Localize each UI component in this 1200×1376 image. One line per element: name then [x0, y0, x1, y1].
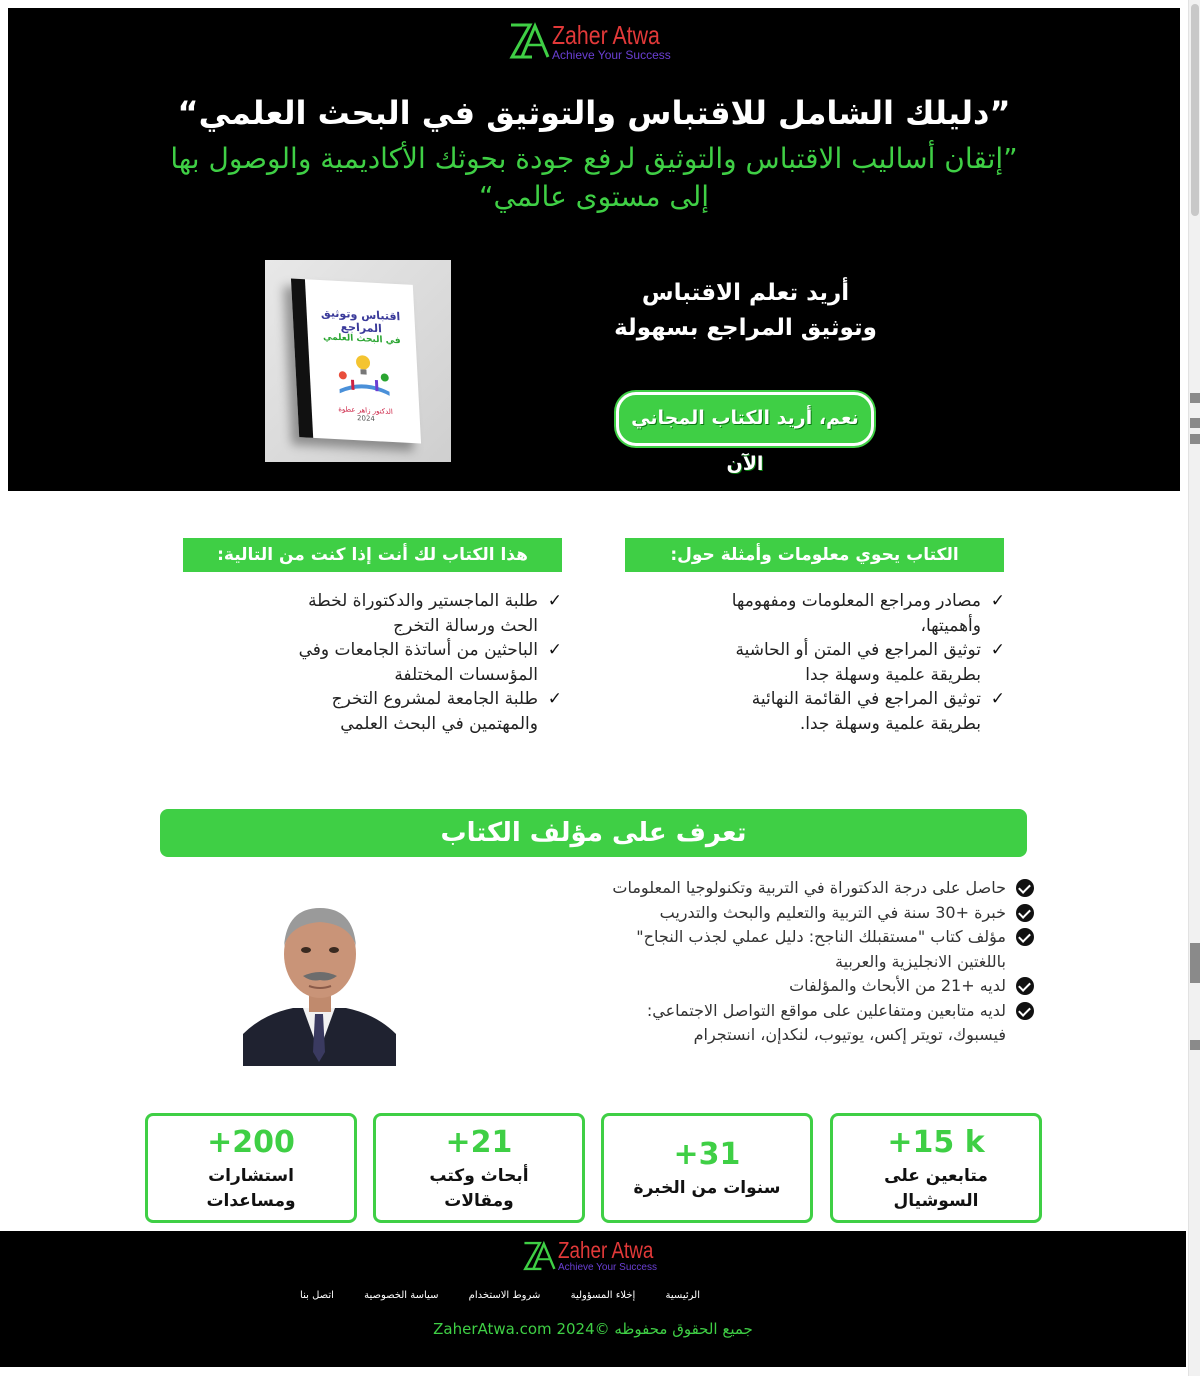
logo-brand-name: Zaher Atwa	[558, 1237, 654, 1263]
stat-number: +21	[445, 1125, 513, 1160]
author-point-text: لديه متابعين ومتفاعلين على مواقع التواصل الاجتماعي: فيسبوك، تويتر إكس، يوتيوب، لنكدإن، انستجرام	[646, 1000, 1006, 1044]
check-circle-icon	[1016, 977, 1034, 995]
book-cover-subtitle: في البحث العلمي	[322, 332, 401, 347]
hero-subtitle: ”إتقان أساليب الاقتباس والتوثيق لرفع جودة بحوثك الأكاديمية والوصول بها إلى مستوى عالمي“	[170, 142, 1018, 213]
logo-tagline: Achieve Your Success	[552, 47, 671, 62]
footer-link-disclaimer[interactable]: إخلاء المسؤولية	[570, 1290, 636, 1301]
check-circle-icon	[1016, 879, 1034, 897]
header-logo[interactable]	[508, 20, 684, 62]
list-item: ✓ توثيق المراجع في المتن أو الحاشية بطريقة علمية وسهلة جدا	[715, 638, 1005, 687]
author-point-text: حاصل على درجة الدكتوراة في التربية وتكنولوجيا المعلومات	[612, 878, 1006, 897]
page-scrollbar[interactable]	[1188, 0, 1200, 1376]
hero-title: ”دليلك الشامل للاقتباس والتوثيق في البحث العلمي“	[177, 94, 1011, 132]
footer-link-contact[interactable]: اتصل بنا	[300, 1290, 334, 1301]
logo-za-mark-icon	[508, 20, 550, 62]
book-cover	[291, 278, 421, 443]
author-section-heading: تعرف على مؤلف الكتاب	[160, 809, 1027, 857]
list-item: ✓ توثيق المراجع في القائمة النهائية بطريقة علمية وسهلة جدا.	[715, 687, 1005, 736]
author-point-text: لديه +21 من الأبحاث والمؤلفات	[789, 976, 1006, 995]
author-point-text: مؤلف كتاب "مستقبلك الناجح: دليل عملي لجذب النجاح" باللغتين الانجليزية والعربية	[636, 927, 1006, 971]
list-item	[600, 925, 1034, 974]
book-illustration-icon	[327, 348, 399, 400]
list-item: ✓ مصادر ومراجع المعلومات ومفهومها وأهميتها،	[715, 589, 1005, 638]
logo-tagline: Achieve Your Success	[558, 1262, 657, 1273]
footer-logo[interactable]	[522, 1239, 674, 1273]
stat-card-consultations	[145, 1113, 357, 1223]
stat-label: استشارات ومساعدات	[206, 1166, 296, 1211]
check-circle-icon	[1016, 904, 1034, 922]
footer-link-privacy[interactable]: سياسة الخصوصية	[364, 1290, 439, 1301]
author-point-text: خبرة +30 سنة في التربية والتعليم والبحث والتدريب	[659, 902, 1006, 922]
hero-section	[8, 8, 1180, 491]
stat-number: +31	[673, 1137, 741, 1172]
get-free-book-button[interactable]: نعم، أريد الكتاب المجاني الآن	[616, 392, 874, 446]
list-item: ✓ طلبة الجامعة لمشروع التخرج والمهتمين في البحث العلمي	[276, 687, 562, 736]
book-contents-list	[715, 589, 1005, 736]
cta-headline: أريد تعلم الاقتباس وتوثيق المراجع بسهولة	[614, 280, 877, 341]
list-item: ✓ طلبة الماجستير والدكتوراة لخطة الحث ورسالة التخرج	[276, 589, 562, 638]
site-footer	[0, 1231, 1186, 1367]
footer-copyright: جميع الحقوق محفوظه ©ZaherAtwa.com 2024	[433, 1320, 753, 1338]
check-circle-icon	[1016, 928, 1034, 946]
book-cover-author: الدكتور زاهر عطوة	[338, 405, 394, 417]
stat-label: متابعين على السوشيال	[884, 1166, 988, 1211]
scrollbar-marker	[1190, 943, 1200, 983]
footer-link-terms[interactable]: شروط الاستخدام	[468, 1290, 541, 1301]
author-photo	[243, 902, 396, 1066]
book-cover-year: 2024	[356, 414, 376, 424]
logo-brand-name: Zaher Atwa	[552, 19, 660, 50]
list-item: ✓ الباحثين من أساتذة الجامعات وفي المؤسسات المختلفة	[276, 638, 562, 687]
target-audience-heading: هذا الكتاب لك أنت إذا كنت من التالية:	[183, 538, 562, 572]
stat-card-followers	[830, 1113, 1042, 1223]
stat-card-experience	[601, 1113, 813, 1223]
footer-nav	[300, 1290, 700, 1301]
stat-label: سنوات من الخبرة	[633, 1178, 781, 1198]
book-cover-title: اقتباس وتوثيق المراجع	[320, 306, 401, 336]
author-portrait-icon	[243, 902, 396, 1066]
scrollbar-marker	[1190, 434, 1200, 444]
scrollbar-marker	[1190, 418, 1200, 428]
list-item	[600, 901, 1034, 926]
stat-number: +15 k	[887, 1125, 985, 1160]
scrollbar-marker	[1190, 1040, 1200, 1050]
logo-za-mark-icon	[522, 1239, 556, 1273]
list-item	[600, 974, 1034, 999]
author-credentials-list	[600, 876, 1034, 1048]
book-contents-heading: الكتاب يحوي معلومات وأمثلة حول:	[625, 538, 1004, 572]
list-item	[600, 876, 1034, 901]
target-audience-list	[276, 589, 562, 736]
scrollbar-marker	[1190, 393, 1200, 403]
scrollbar-thumb[interactable]	[1191, 4, 1199, 216]
check-circle-icon	[1016, 1002, 1034, 1020]
stat-card-research	[373, 1113, 585, 1223]
stat-label: أبحاث وكتب ومقالات	[429, 1166, 529, 1211]
list-item	[600, 999, 1034, 1048]
book-cover-image	[265, 260, 451, 462]
stat-number: +200	[207, 1125, 295, 1160]
footer-link-home[interactable]: الرئيسية	[665, 1290, 700, 1301]
